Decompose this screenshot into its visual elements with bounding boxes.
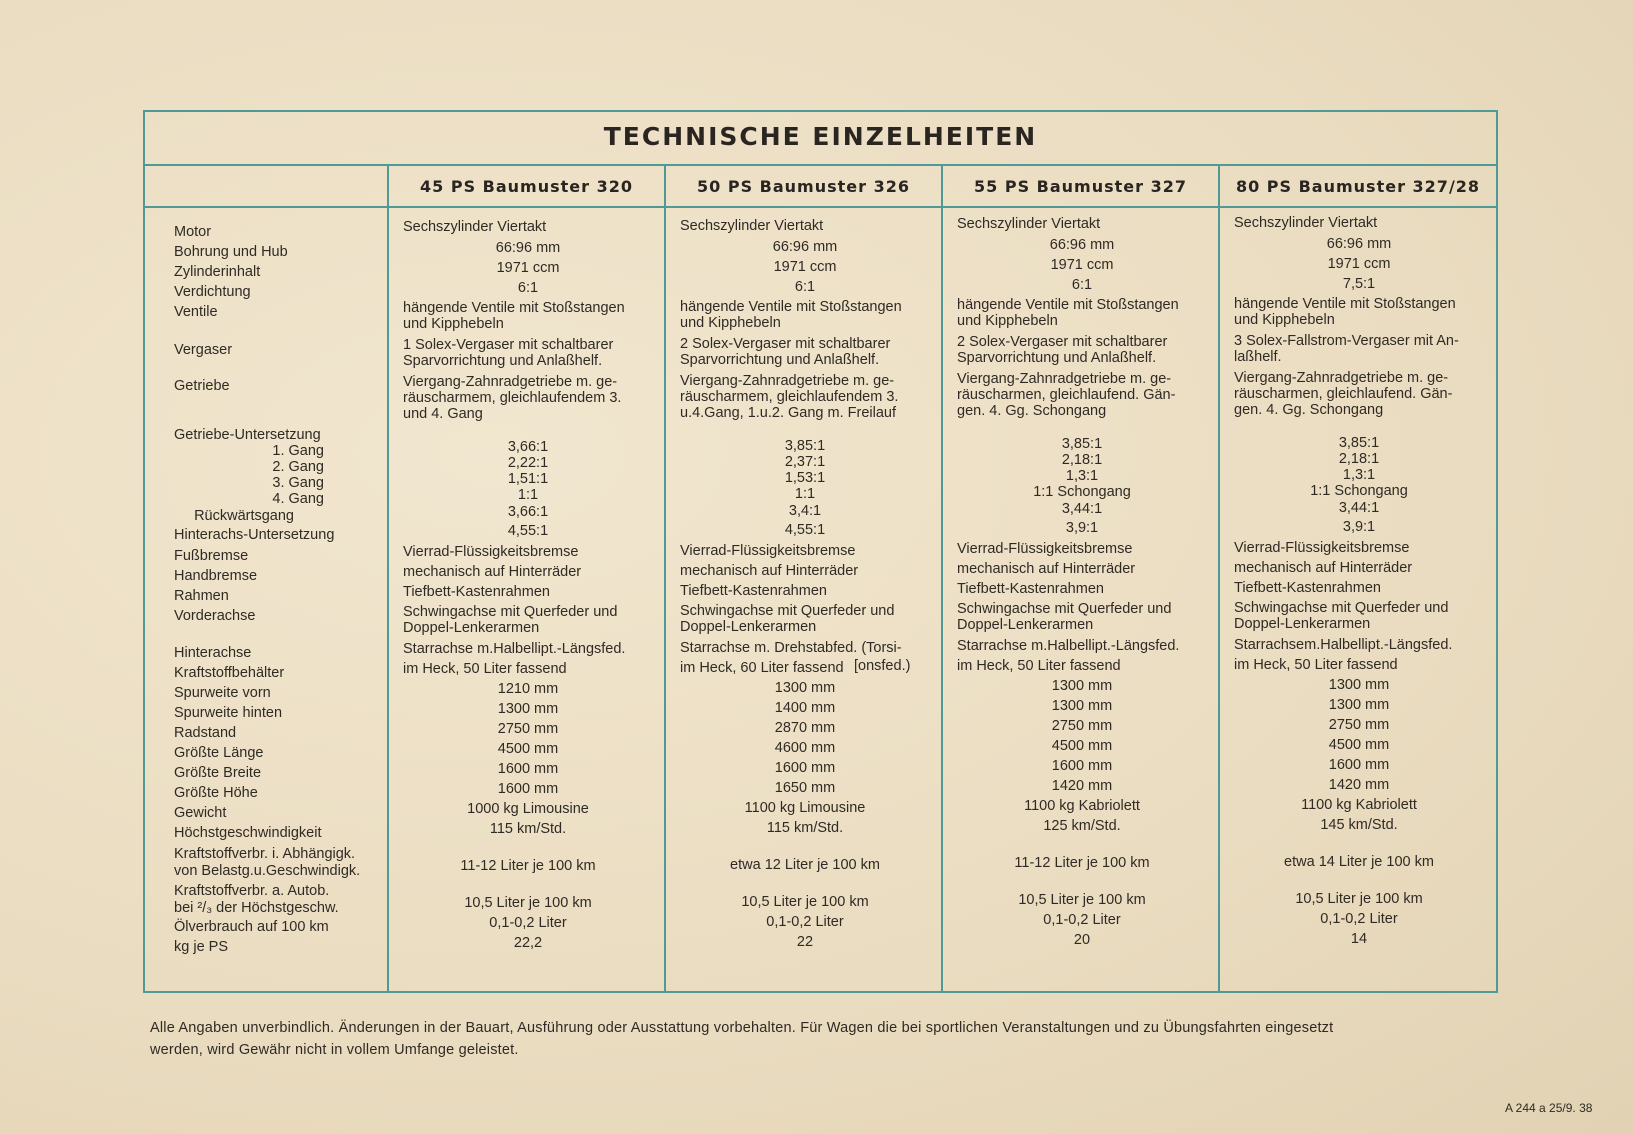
spec-c3-ventile2: und Kipphebeln — [957, 313, 1058, 329]
spec-c1-getriebe2: räuscharmem, gleichlaufendem 3. — [403, 390, 622, 406]
spec-c1-bohrung: 66:96 mm — [495, 240, 561, 256]
row-label-hoehe: Größte Höhe — [174, 785, 258, 801]
spec-c3-vorderachse2: Doppel-Lenkerarmen — [957, 617, 1094, 633]
spec-c1-getriebe3: und 4. Gang — [403, 406, 483, 422]
spec-c3-breite: 1600 mm — [1051, 758, 1113, 774]
spec-c3-verbr1: 11-12 Liter je 100 km — [1014, 855, 1150, 871]
row-label-gewicht: Gewicht — [174, 805, 227, 821]
spec-c2-verbr2: 10,5 Liter je 100 km — [741, 893, 869, 910]
spec-c4-spur-hinten: 1300 mm — [1328, 696, 1390, 713]
spec-c1-verbr2: 10,5 Liter je 100 km — [464, 895, 592, 911]
spec-c1-vorderachse1: Schwingachse mit Querfeder und — [403, 604, 618, 620]
spec-c1-g2: 2,22:1 — [507, 455, 549, 471]
row-label-bohrung: Bohrung und Hub — [174, 244, 288, 260]
row-label-gang3: 3. Gang — [272, 475, 324, 491]
column-header-320: 45 PS Baumuster 320 — [420, 177, 633, 196]
spec-c3-ventile1: hängende Ventile mit Stoßstangen — [957, 297, 1179, 313]
spec-c4-verbr1: etwa 14 Liter je 100 km — [1284, 853, 1434, 870]
spec-c1-rahmen: Tiefbett-Kastenrahmen — [403, 584, 550, 600]
row-label-zylinder: Zylinderinhalt — [174, 264, 261, 280]
spec-c1-motor: Sechszylinder Viertakt — [403, 219, 547, 235]
row-label-handbremse: Handbremse — [174, 568, 258, 584]
spec-c2-ventile1: hängende Ventile mit Stoßstangen — [680, 298, 902, 315]
spec-table-frame — [143, 110, 1498, 993]
spec-c4-ventile1: hängende Ventile mit Stoßstangen — [1234, 295, 1456, 312]
row-label-ventile: Ventile — [174, 304, 218, 320]
spec-c2-getriebe1: Viergang-Zahnradgetriebe m. ge- — [680, 372, 895, 389]
spec-c3-motor: Sechszylinder Viertakt — [957, 216, 1101, 232]
spec-c2-oel: 0,1-0,2 Liter — [766, 913, 844, 930]
row-label-vmax: Höchstgeschwindigkeit — [174, 825, 322, 841]
spec-c2-vergaser1: 2 Solex-Vergaser mit schaltbarer — [680, 335, 891, 352]
spec-c3-vorderachse1: Schwingachse mit Querfeder und — [957, 601, 1172, 617]
row-label-fussbremse: Fußbremse — [174, 548, 249, 564]
spec-c4-verdichtung: 7,5:1 — [1342, 275, 1376, 292]
spec-c4-zylinder: 1971 ccm — [1327, 255, 1391, 272]
spec-c4-oel: 0,1-0,2 Liter — [1320, 910, 1398, 927]
spec-c1-radstand: 2750 mm — [497, 721, 559, 737]
row-label-hinterachs-unt: Hinterachs-Untersetzung — [174, 527, 335, 543]
row-label-radstand: Radstand — [174, 725, 237, 741]
row-label-kgps: kg je PS — [174, 939, 228, 955]
spec-c2-kgps: 22 — [796, 933, 814, 950]
spec-c4-vergaser1: 3 Solex-Fallstrom-Vergaser mit An- — [1234, 332, 1459, 349]
spec-c1-vergaser1: 1 Solex-Vergaser mit schaltbarer — [403, 337, 614, 353]
spec-c4-vergaser2: laßhelf. — [1234, 348, 1282, 365]
row-label-vergaser: Vergaser — [174, 342, 233, 358]
spec-c3-handbremse: mechanisch auf Hinterräder — [957, 561, 1136, 577]
row-label-breite: Größte Breite — [174, 765, 262, 781]
column-header-327-28: 80 PS Baumuster 327/28 — [1235, 177, 1481, 196]
spec-c4-radstand: 2750 mm — [1328, 716, 1390, 733]
spec-c2-ventile2: und Kipphebeln — [680, 314, 781, 331]
spec-c1-getriebe1: Viergang-Zahnradgetriebe m. ge- — [403, 374, 618, 390]
spec-c2-radstand: 2870 mm — [774, 719, 836, 736]
spec-c2-gewicht: 1100 kg Limousine — [744, 799, 866, 816]
spec-c1-ventile2: und Kipphebeln — [403, 316, 504, 332]
row-label-getriebe: Getriebe — [174, 378, 230, 394]
header-divider — [145, 206, 1496, 208]
spec-c3-fussbremse: Vierrad-Flüssigkeitsbremse — [957, 541, 1133, 557]
spec-c2-laenge: 4600 mm — [774, 739, 836, 756]
spec-c2-getriebe2: räuscharmem, gleichlaufendem 3. — [680, 388, 899, 405]
spec-c3-getriebe2: räuscharmen, gleichlaufend. Gän- — [957, 387, 1176, 403]
spec-c2-zylinder: 1971 ccm — [773, 258, 837, 275]
spec-c3-tank: im Heck, 50 Liter fassend — [957, 658, 1121, 674]
spec-c4-fussbremse: Vierrad-Flüssigkeitsbremse — [1234, 539, 1410, 556]
row-label-rahmen: Rahmen — [174, 588, 229, 604]
spec-c3-g3: 1,3:1 — [1065, 468, 1099, 484]
spec-c2-hinterachs-unt: 4,55:1 — [784, 521, 826, 538]
spec-c2-hoehe: 1650 mm — [774, 779, 836, 796]
spec-c4-getriebe1: Viergang-Zahnradgetriebe m. ge- — [1234, 369, 1449, 386]
spec-c2-tank: im Heck, 60 Liter fassend — [680, 659, 844, 676]
spec-c2-handbremse: mechanisch auf Hinterräder — [680, 562, 859, 579]
spec-c1-fussbremse: Vierrad-Flüssigkeitsbremse — [403, 544, 579, 560]
spec-c2-breite: 1600 mm — [774, 759, 836, 776]
row-label-verbr1a: Kraftstoffverbr. i. Abhängigk. — [174, 846, 356, 862]
column-header-327: 55 PS Baumuster 327 — [974, 177, 1187, 196]
column-divider-3 — [941, 166, 943, 991]
spec-c4-verbr2: 10,5 Liter je 100 km — [1295, 890, 1423, 907]
spec-c3-gr: 3,44:1 — [1061, 501, 1103, 517]
row-label-spur-vorn: Spurweite vorn — [174, 685, 271, 701]
spec-c1-spur-vorn: 1210 mm — [497, 681, 559, 697]
spec-c4-hoehe: 1420 mm — [1328, 776, 1390, 793]
column-header-326: 50 PS Baumuster 326 — [697, 177, 910, 196]
spec-c3-g1: 3,85:1 — [1061, 436, 1103, 452]
spec-c2-g3: 1,53:1 — [784, 469, 826, 486]
disclaimer — [150, 1017, 1490, 1061]
spec-c1-spur-hinten: 1300 mm — [497, 701, 559, 717]
spec-c1-zylinder: 1971 ccm — [496, 260, 560, 276]
spec-c2-fussbremse: Vierrad-Flüssigkeitsbremse — [680, 542, 856, 559]
spec-c4-hinterachse: Starrachsem.Halbellipt.-Längsfed. — [1234, 636, 1453, 653]
spec-c4-vorderachse2: Doppel-Lenkerarmen — [1234, 615, 1371, 632]
spec-c2-motor: Sechszylinder Viertakt — [680, 217, 824, 234]
spec-c1-g3: 1,51:1 — [507, 471, 549, 487]
spec-c2-vmax: 115 km/Std. — [766, 819, 844, 836]
spec-c1-verdichtung: 6:1 — [517, 280, 539, 296]
spec-c1-breite: 1600 mm — [497, 761, 559, 777]
spec-c3-vergaser1: 2 Solex-Vergaser mit schaltbarer — [957, 334, 1168, 350]
spec-c2-vorderachse1: Schwingachse mit Querfeder und — [680, 602, 895, 619]
spec-c2-vorderachse2: Doppel-Lenkerarmen — [680, 618, 817, 635]
spec-c2-g2: 2,37:1 — [784, 453, 826, 470]
column-divider-4 — [1218, 166, 1220, 991]
row-label-verbr2b: bei ²/₃ der Höchstgeschw. — [174, 900, 339, 916]
spec-c4-g3: 1,3:1 — [1342, 466, 1376, 483]
spec-c4-getriebe2: räuscharmen, gleichlaufend. Gän- — [1234, 385, 1453, 402]
spec-c3-g4: 1:1 Schongang — [1033, 484, 1131, 500]
spec-c3-zylinder: 1971 ccm — [1050, 257, 1114, 273]
spec-c4-getriebe3: gen. 4. Gg. Schongang — [1234, 401, 1384, 418]
spec-c4-g1: 3,85:1 — [1338, 434, 1380, 451]
spec-c1-handbremse: mechanisch auf Hinterräder — [403, 564, 582, 580]
spec-c3-radstand: 2750 mm — [1051, 718, 1113, 734]
spec-c2-spur-hinten: 1400 mm — [774, 699, 836, 716]
spec-c1-g4: 1:1 — [517, 487, 539, 503]
spec-c2-vergaser2: Sparvorrichtung und Anlaßhelf. — [680, 351, 880, 368]
row-label-verbr1b: von Belastg.u.Geschwindigk. — [174, 863, 361, 879]
row-label-tank: Kraftstoffbehälter — [174, 665, 285, 681]
row-label-vorderachse: Vorderachse — [174, 608, 256, 624]
spec-c3-verbr2: 10,5 Liter je 100 km — [1018, 892, 1146, 908]
spec-c1-laenge: 4500 mm — [497, 741, 559, 757]
spec-c3-gewicht: 1100 kg Kabriolett — [1024, 798, 1140, 814]
spec-c4-g4: 1:1 Schongang — [1310, 482, 1408, 499]
row-label-rueck: Rückwärtsgang — [194, 508, 294, 524]
row-label-laenge: Größte Länge — [174, 745, 264, 761]
spec-c2-getriebe3: u.4.Gang, 1.u.2. Gang m. Freilauf — [680, 404, 897, 421]
spec-c1-oel: 0,1-0,2 Liter — [489, 915, 567, 931]
spec-c1-verbr1: 11-12 Liter je 100 km — [460, 858, 596, 874]
spec-c3-vergaser2: Sparvorrichtung und Anlaßhelf. — [957, 350, 1157, 366]
spec-c3-spur-hinten: 1300 mm — [1051, 698, 1113, 714]
spec-c4-gewicht: 1100 kg Kabriolett — [1301, 796, 1417, 813]
spec-c3-hinterachs-unt: 3,9:1 — [1065, 520, 1099, 536]
spec-c3-bohrung: 66:96 mm — [1049, 237, 1115, 253]
row-label-verbr2a: Kraftstoffverbr. a. Autob. — [174, 883, 330, 899]
spec-c1-g1: 3,66:1 — [507, 439, 549, 455]
column-divider-2 — [664, 166, 666, 991]
spec-c4-vorderachse1: Schwingachse mit Querfeder und — [1234, 599, 1449, 616]
row-label-oel: Ölverbrauch auf 100 km — [174, 919, 329, 935]
spec-c3-kgps: 20 — [1073, 932, 1091, 948]
row-label-spur-hinten: Spurweite hinten — [174, 705, 283, 721]
spec-c2-tank-extra: [onsfed.) — [854, 658, 911, 674]
spec-c2-gr: 3,4:1 — [788, 502, 822, 519]
spec-c1-gewicht: 1000 kg Limousine — [467, 801, 589, 817]
page-title: TECHNISCHE EINZELHEITEN — [603, 122, 1038, 151]
spec-c3-oel: 0,1-0,2 Liter — [1043, 912, 1121, 928]
spec-c4-ventile2: und Kipphebeln — [1234, 311, 1335, 328]
row-label-hinterachse: Hinterachse — [174, 645, 252, 661]
row-label-gang1: 1. Gang — [272, 443, 324, 459]
spec-c1-kgps: 22,2 — [513, 935, 543, 951]
spec-c4-vmax: 145 km/Std. — [1320, 816, 1398, 833]
spec-c4-g2: 2,18:1 — [1338, 450, 1380, 467]
spec-c2-g1: 3,85:1 — [784, 437, 826, 454]
row-label-verdichtung: Verdichtung — [174, 284, 251, 300]
spec-c4-rahmen: Tiefbett-Kastenrahmen — [1234, 579, 1381, 596]
spec-c2-hinterachse: Starrachse m. Drehstabfed. (Torsi- — [680, 639, 902, 656]
spec-c3-g2: 2,18:1 — [1061, 452, 1103, 468]
spec-c1-vmax: 115 km/Std. — [489, 821, 567, 837]
spec-c4-spur-vorn: 1300 mm — [1328, 676, 1390, 693]
disclaimer-line-2: werden, wird Gewähr nicht in vollem Umfange geleistet. — [150, 1042, 519, 1058]
spec-c4-laenge: 4500 mm — [1328, 736, 1390, 753]
spec-c3-rahmen: Tiefbett-Kastenrahmen — [957, 581, 1104, 597]
spec-c4-breite: 1600 mm — [1328, 756, 1390, 773]
spec-c1-hinterachs-unt: 4,55:1 — [507, 523, 549, 539]
spec-c2-verbr1: etwa 12 Liter je 100 km — [730, 856, 880, 873]
spec-c4-bohrung: 66:96 mm — [1326, 235, 1392, 252]
spec-c3-laenge: 4500 mm — [1051, 738, 1113, 754]
spec-c2-spur-vorn: 1300 mm — [774, 679, 836, 696]
row-label-motor: Motor — [174, 224, 212, 240]
spec-c1-vorderachse2: Doppel-Lenkerarmen — [403, 620, 540, 636]
spec-c1-ventile1: hängende Ventile mit Stoßstangen — [403, 300, 625, 316]
spec-c4-tank: im Heck, 50 Liter fassend — [1234, 656, 1398, 673]
spec-c1-hinterachse: Starrachse m.Halbellipt.-Längsfed. — [403, 641, 626, 657]
spec-c2-rahmen: Tiefbett-Kastenrahmen — [680, 582, 827, 599]
row-label-gang2: 2. Gang — [272, 459, 324, 475]
spec-c3-getriebe3: gen. 4. Gg. Schongang — [957, 403, 1107, 419]
spec-c1-hoehe: 1600 mm — [497, 781, 559, 797]
spec-c3-hinterachse: Starrachse m.Halbellipt.-Längsfed. — [957, 638, 1180, 654]
spec-c4-handbremse: mechanisch auf Hinterräder — [1234, 559, 1413, 576]
print-code: A 244 a 25/9. 38 — [1505, 1101, 1593, 1115]
spec-c3-hoehe: 1420 mm — [1051, 778, 1113, 794]
spec-c3-verdichtung: 6:1 — [1071, 277, 1093, 293]
spec-c2-verdichtung: 6:1 — [794, 278, 816, 295]
disclaimer-line-1: Alle Angaben unverbindlich. Änderungen in der Bauart, Ausführung oder Ausstattung vorbehalten. Für Wagen die bei sportlichen Veranstaltungen und zu Übungsfahrten eingesetzt — [150, 1020, 1334, 1036]
spec-c4-motor: Sechszylinder Viertakt — [1234, 214, 1378, 231]
spec-c4-kgps: 14 — [1350, 930, 1368, 947]
title-divider — [145, 164, 1496, 166]
column-divider-1 — [387, 166, 389, 991]
spec-c1-tank: im Heck, 50 Liter fassend — [403, 661, 567, 677]
spec-c3-getriebe1: Viergang-Zahnradgetriebe m. ge- — [957, 371, 1172, 387]
spec-c1-vergaser2: Sparvorrichtung und Anlaßhelf. — [403, 353, 603, 369]
row-label-untersetzung: Getriebe-Untersetzung — [174, 427, 321, 443]
spec-c4-hinterachs-unt: 3,9:1 — [1342, 518, 1376, 535]
spec-c4-gr: 3,44:1 — [1338, 499, 1380, 516]
spec-c1-gr: 3,66:1 — [507, 504, 549, 520]
spec-c2-g4: 1:1 — [794, 485, 816, 502]
spec-c2-bohrung: 66:96 mm — [772, 238, 838, 255]
spec-c3-spur-vorn: 1300 mm — [1051, 678, 1113, 694]
spec-c3-vmax: 125 km/Std. — [1043, 818, 1121, 834]
row-label-gang4: 4. Gang — [272, 491, 324, 507]
